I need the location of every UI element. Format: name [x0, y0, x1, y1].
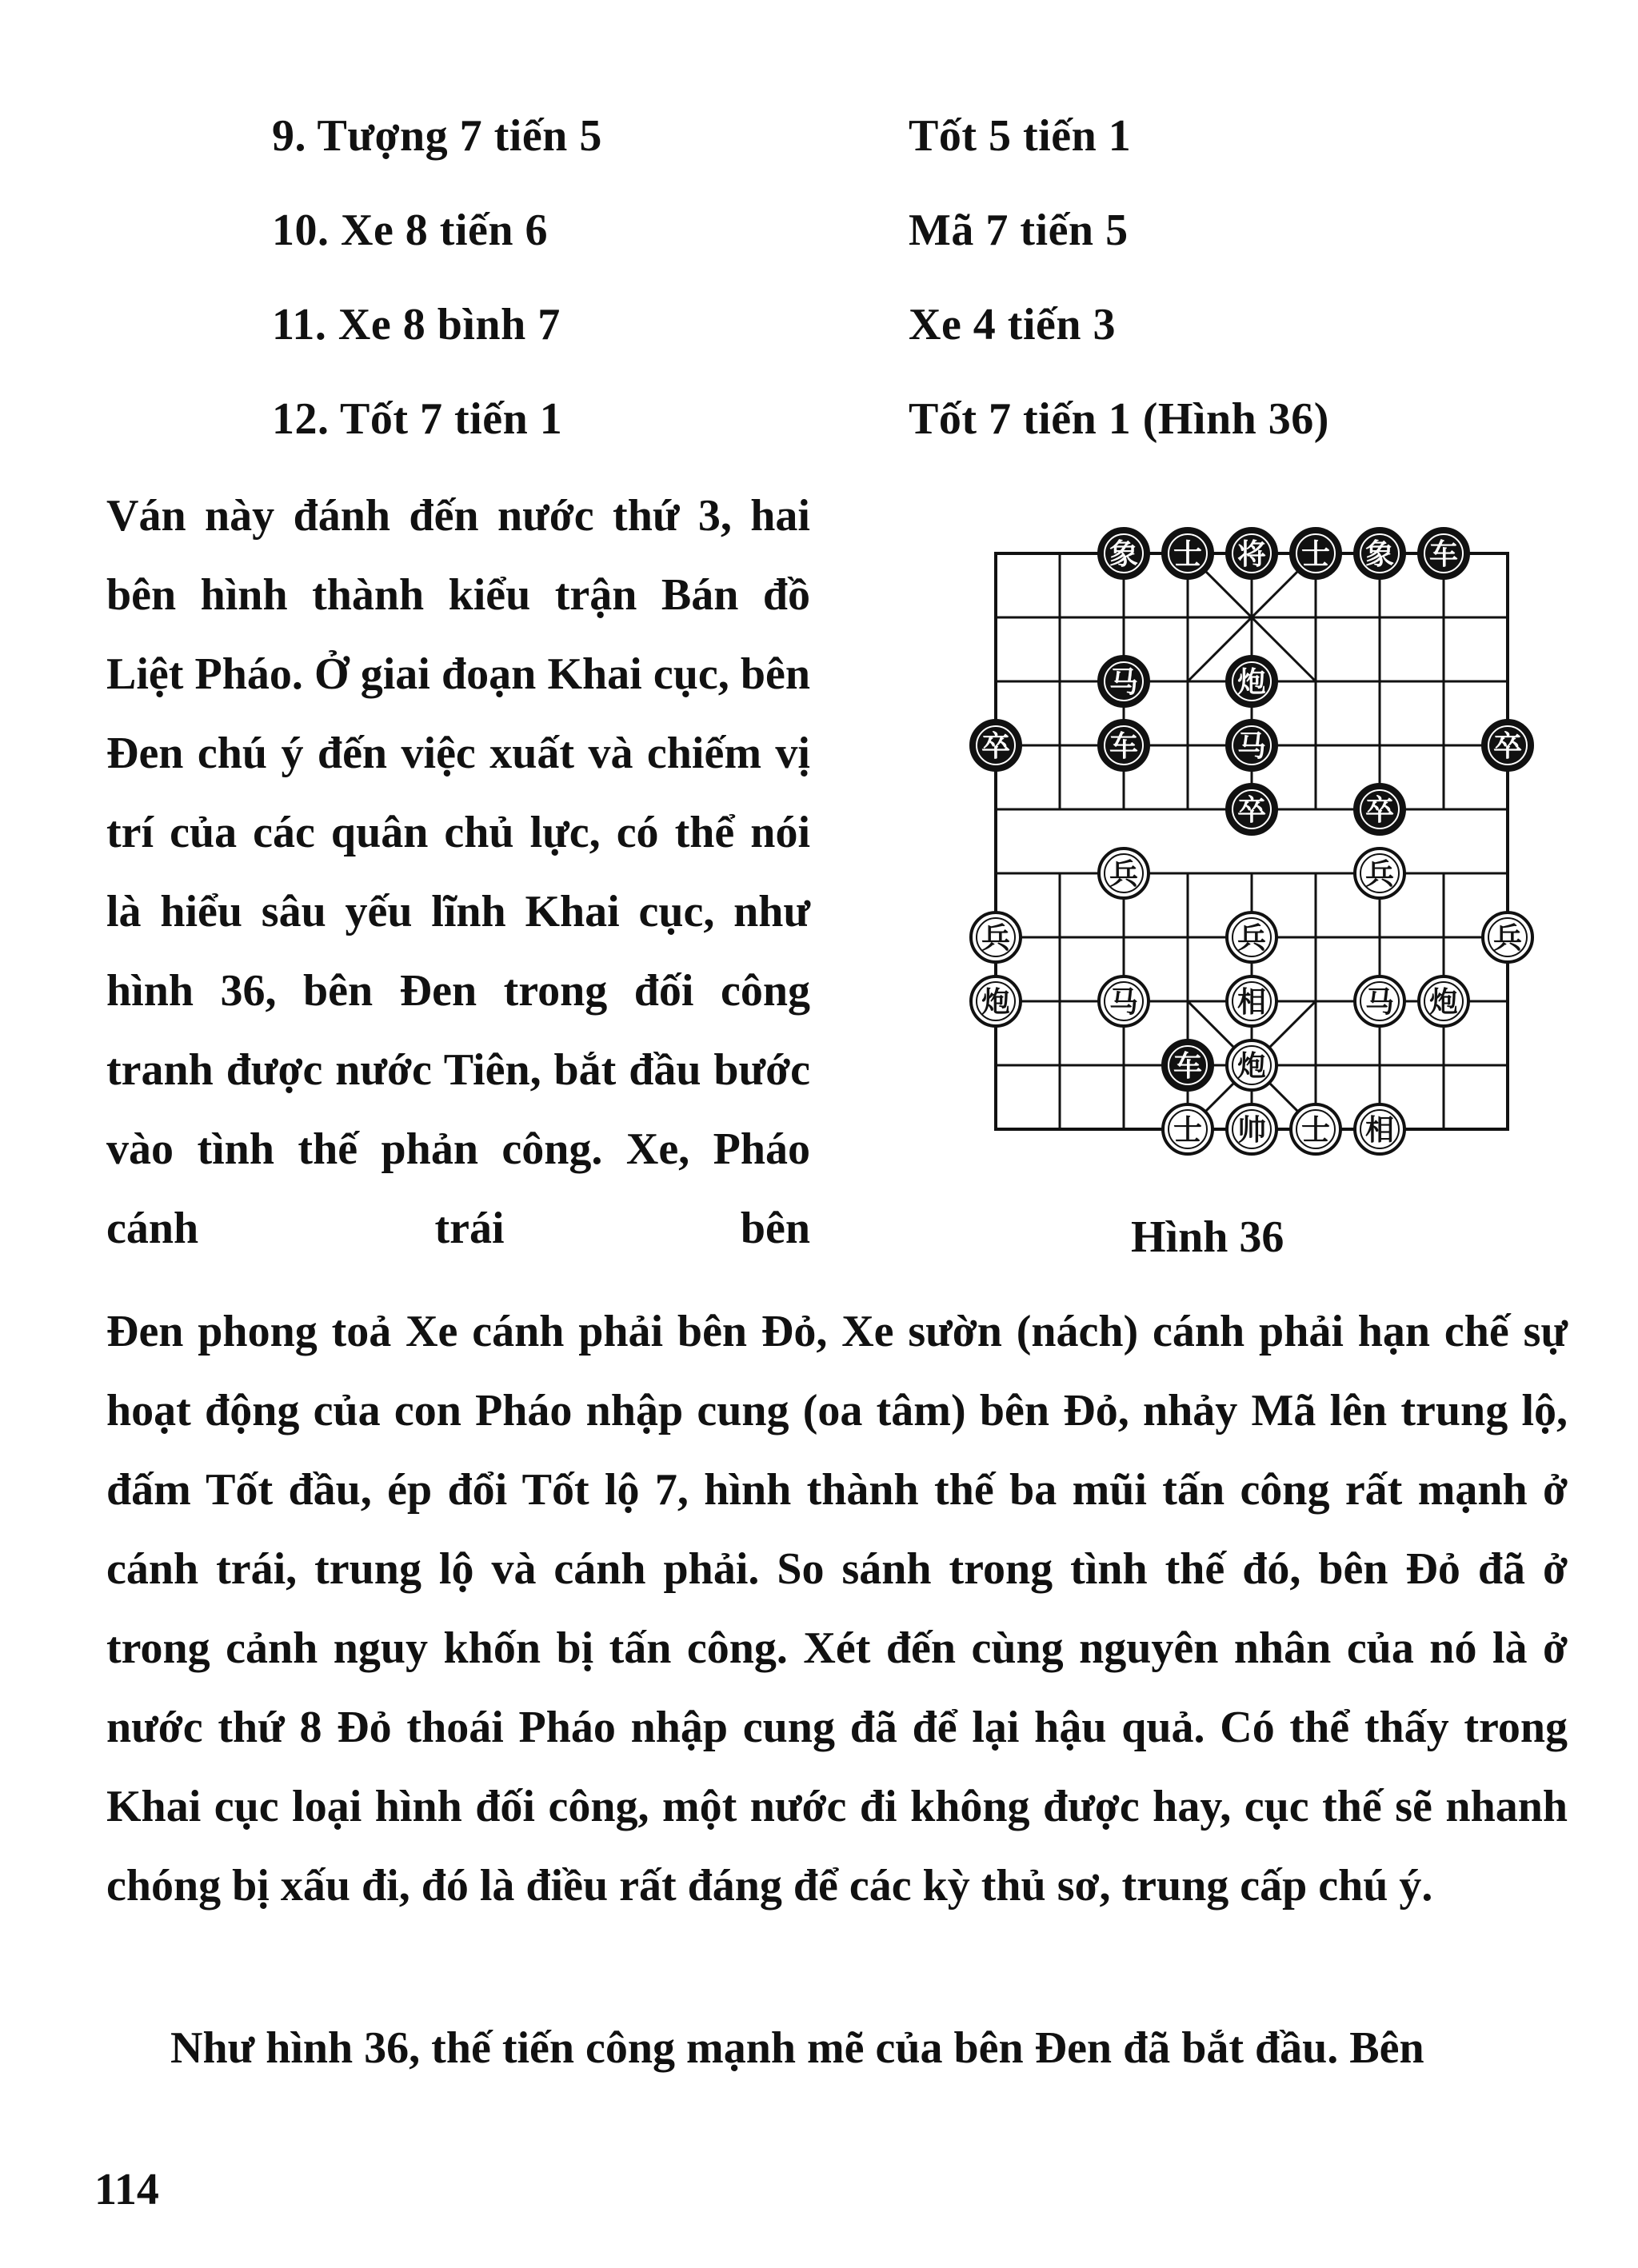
figure-caption: Hình 36	[1131, 1212, 1284, 1262]
piece-glyph: 象	[1109, 538, 1139, 571]
paragraph-left-text: Ván này đánh đến nước thứ 3, hai bên hình thành kiểu trận Bán đồ Liệt Pháo. Ở giai đoạn Khai cục, bên Đen chú ý đến việc xuất và chiếm vị trí của các quân chủ lực, có thể nói là hiểu sâu yếu lĩnh Khai cục, như hình 36, bên Đen trong đối công tranh được nước Tiên, bắt đầu bước vào tình thế phản công. Xe, Pháo cánh trái bên	[106, 491, 810, 1253]
move-9-red: 9. Tượng 7 tiến 5	[272, 111, 602, 161]
piece-glyph: 卒	[981, 730, 1011, 763]
piece-glyph: 将	[1236, 538, 1267, 571]
piece-glyph: 兵	[1492, 922, 1523, 955]
move-12-black: Tốt 7 tiến 1 (Hình 36)	[909, 394, 1329, 444]
piece-glyph: 马	[1236, 730, 1267, 763]
piece-glyph: 炮	[981, 986, 1011, 1019]
paragraph-left-column	[106, 477, 810, 1268]
page-number: 114	[94, 2165, 159, 2214]
move-10-black: Mã 7 tiến 5	[909, 206, 1129, 255]
piece-glyph: 炮	[1428, 986, 1459, 1019]
piece-glyph: 马	[1109, 666, 1139, 699]
piece-glyph: 士	[1300, 538, 1331, 571]
paragraph-full-text: Đen phong toả Xe cánh phải bên Đỏ, Xe sườn (nách) cánh phải hạn chế sự hoạt động của con Pháo nhập cung (oa tâm) bên Đỏ, nhảy Mã lên trung lộ, đấm Tốt đầu, ép đổi Tốt lộ 7, hình thành thế ba mũi tấn công rất mạnh ở cánh trái, trung lộ và cánh phải. So sánh trong tình thế đó, bên Đỏ đã ở trong cảnh nguy khốn bị tấn công. Xét đến cùng nguyên nhân của nó là ở nước thứ 8 Đỏ thoái Pháo nhập cung đã để lại hậu quả. Có thể thấy trong Khai cục loại hình đối công, một nước đi không được hay, cục thế sẽ nhanh chóng bị xấu đi, đó là điều rất đáng để các kỳ thủ sơ, trung cấp chú ý.	[106, 1307, 1568, 1911]
xiangqi-board-diagram	[956, 520, 1548, 1168]
paragraph-full-width	[106, 1292, 1568, 1926]
move-11-red: 11. Xe 8 bình 7	[272, 300, 561, 349]
piece-glyph: 士	[1173, 538, 1203, 571]
piece-glyph: 帅	[1236, 1114, 1267, 1147]
piece-glyph: 兵	[1364, 858, 1395, 891]
move-9-black: Tốt 5 tiến 1	[909, 111, 1132, 161]
piece-glyph: 马	[1109, 986, 1139, 1019]
piece-glyph: 卒	[1236, 794, 1267, 827]
piece-glyph: 马	[1364, 986, 1395, 1019]
move-10-red: 10. Xe 8 tiến 6	[272, 206, 549, 255]
piece-glyph: 炮	[1236, 1050, 1267, 1083]
piece-glyph: 兵	[1236, 922, 1267, 955]
piece-glyph: 象	[1364, 538, 1395, 571]
piece-glyph: 车	[1109, 730, 1139, 763]
move-11-black: Xe 4 tiến 3	[909, 300, 1117, 349]
piece-glyph: 士	[1173, 1114, 1203, 1147]
piece-glyph: 兵	[1109, 858, 1139, 891]
piece-glyph: 相	[1364, 1114, 1395, 1147]
piece-glyph: 兵	[981, 922, 1011, 955]
piece-glyph: 炮	[1236, 666, 1267, 699]
paragraph-last-line: Như hình 36, thế tiến công mạnh mẽ của bên Đen đã bắt đầu. Bên	[170, 2023, 1424, 2073]
piece-glyph: 卒	[1364, 794, 1395, 827]
piece-glyph: 士	[1300, 1114, 1331, 1147]
piece-glyph: 卒	[1492, 730, 1523, 763]
piece-glyph: 车	[1173, 1050, 1203, 1083]
move-12-red: 12. Tốt 7 tiến 1	[272, 394, 563, 444]
piece-glyph: 车	[1428, 538, 1459, 571]
piece-glyph: 相	[1236, 986, 1267, 1019]
